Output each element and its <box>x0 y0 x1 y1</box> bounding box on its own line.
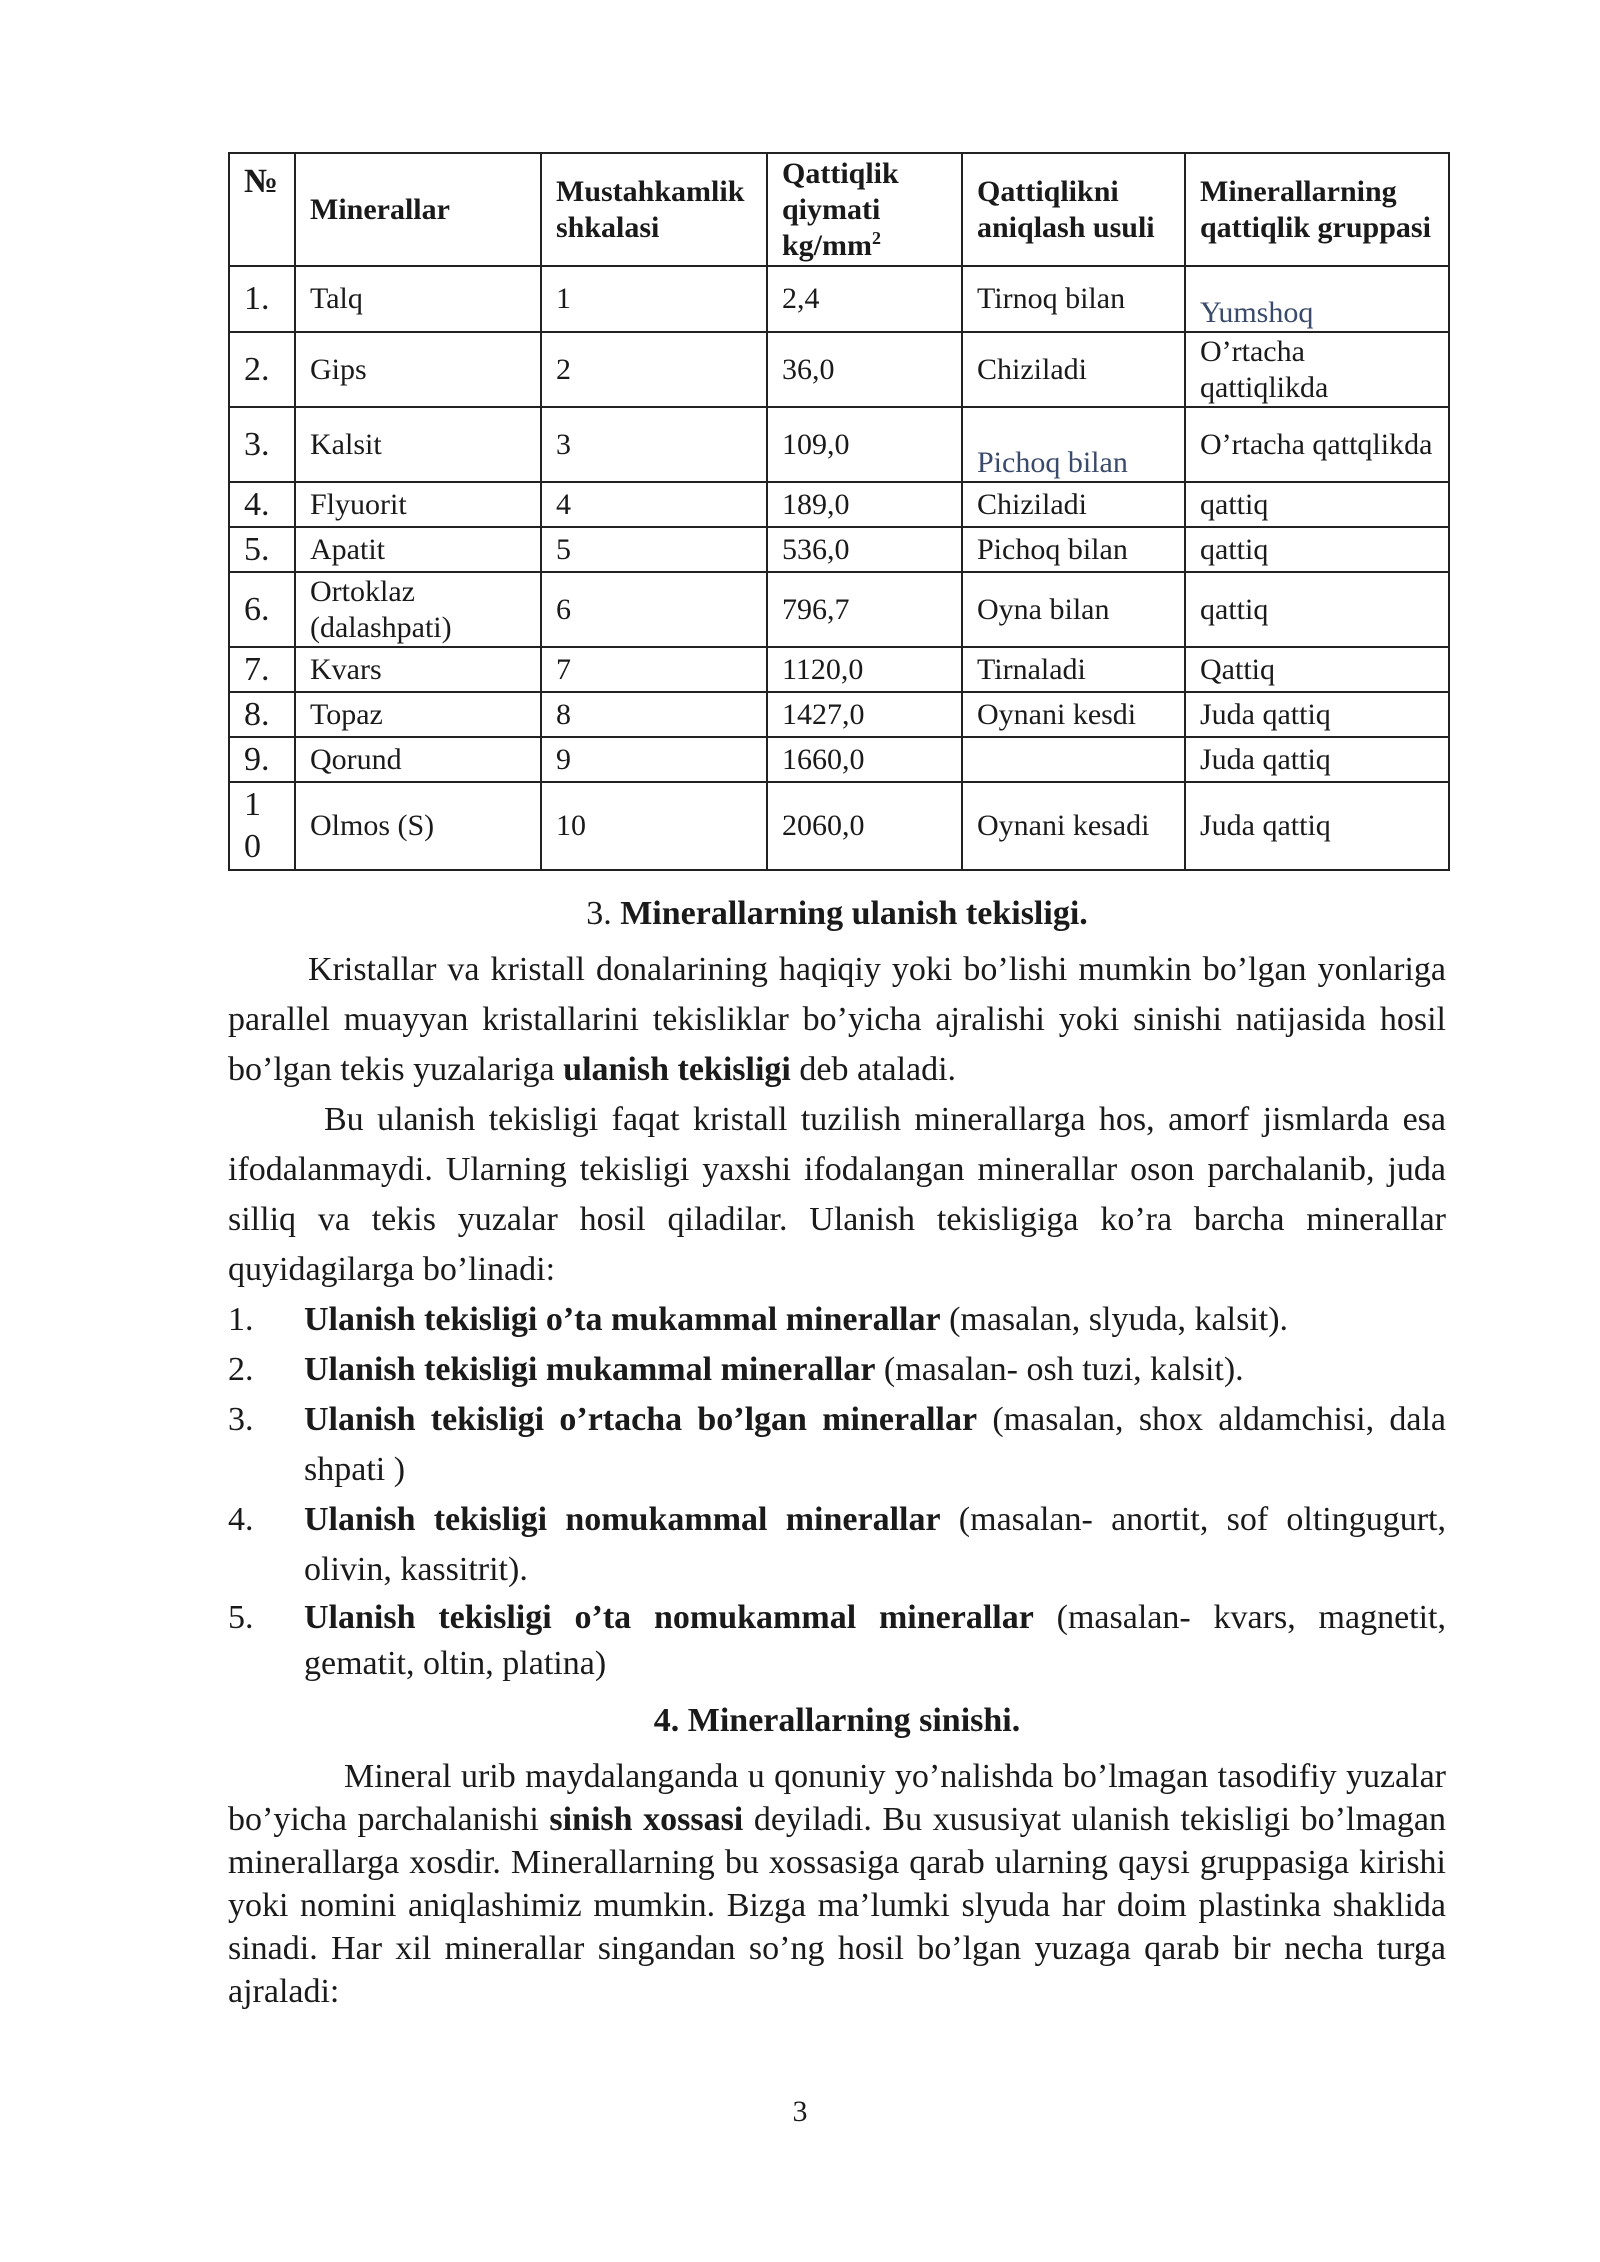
header-mineral: Minerallar <box>295 153 541 266</box>
list-item <box>228 1345 1446 1395</box>
list-item-examples: (masalan- anortit, sof oltingugurt, olivin, kassitrit). <box>304 1501 1446 1588</box>
cell-group: Juda qattiq <box>1185 737 1449 782</box>
cell-method: Oyna bilan <box>962 572 1185 647</box>
header-method: Qattiqlikni aniqlash usuli <box>962 153 1185 266</box>
table-row <box>229 737 1449 782</box>
list-item-term: Ulanish tekisligi o’ta mukammal minerallar <box>304 1301 941 1338</box>
cell-scale: 4 <box>541 482 767 527</box>
cell-method: Oynani kesadi <box>962 782 1185 870</box>
cell-number: 10 <box>229 782 295 870</box>
cell-number: 4. <box>229 482 295 527</box>
list-item-examples: (masalan, slyuda, kalsit). <box>940 1301 1289 1338</box>
cell-number: 3. <box>229 407 295 482</box>
cell-scale: 7 <box>541 647 767 692</box>
table-row <box>229 332 1449 407</box>
header-hardness <box>767 153 962 266</box>
cell-group: Juda qattiq <box>1185 782 1449 870</box>
cell-method: Oynani kesdi <box>962 692 1185 737</box>
table-row <box>229 482 1449 527</box>
cell-method: Pichoq bilan <box>962 407 1185 482</box>
list-item <box>228 1295 1446 1345</box>
cell-scale: 6 <box>541 572 767 647</box>
cell-group: O’rtacha qattiqlikda <box>1185 332 1449 407</box>
cell-mineral: Qorund <box>295 737 541 782</box>
cell-number: 9. <box>229 737 295 782</box>
cell-mineral: Olmos (S) <box>295 782 541 870</box>
cell-group: Qattiq <box>1185 647 1449 692</box>
document-page <box>228 152 1446 2013</box>
list-item-number: 2. <box>228 1351 254 1388</box>
list-item-number: 1. <box>228 1301 254 1338</box>
cell-group: O’rtacha qattqlikda <box>1185 407 1449 482</box>
term-ulanish-tekisligi: ulanish tekisligi <box>563 1051 791 1088</box>
cell-hardness: 1120,0 <box>767 647 962 692</box>
cell-number: 2. <box>229 332 295 407</box>
section-3-title <box>228 889 1446 939</box>
list-item-term: Ulanish tekisligi o’rtacha bo’lgan minerallar <box>304 1401 978 1438</box>
cell-hardness: 1660,0 <box>767 737 962 782</box>
table-row <box>229 782 1449 870</box>
cell-mineral: Ortoklaz (dalashpati) <box>295 572 541 647</box>
cleavage-types-list <box>228 1295 1446 1687</box>
list-item-number: 4. <box>228 1501 254 1538</box>
list-item-number: 3. <box>228 1401 254 1438</box>
term-sinish-xossasi: sinish xossasi <box>549 1801 744 1838</box>
cell-method: Chiziladi <box>962 332 1185 407</box>
cell-scale: 2 <box>541 332 767 407</box>
cell-method: Tirnoq bilan <box>962 266 1185 332</box>
table-header-row <box>229 153 1449 266</box>
list-item-term: Ulanish tekisligi mukammal minerallar <box>304 1351 876 1388</box>
header-scale: Mustahkamlik shkalasi <box>541 153 767 266</box>
cell-scale: 5 <box>541 527 767 572</box>
table-row <box>229 527 1449 572</box>
header-number: № <box>229 153 295 266</box>
table-row <box>229 692 1449 737</box>
cell-group: Juda qattiq <box>1185 692 1449 737</box>
list-item-number: 5. <box>228 1599 254 1636</box>
header-hardness-superscript: 2 <box>872 227 881 248</box>
cell-hardness: 796,7 <box>767 572 962 647</box>
cell-scale: 8 <box>541 692 767 737</box>
cell-scale: 10 <box>541 782 767 870</box>
cell-number: 6. <box>229 572 295 647</box>
list-item-examples: (masalan- osh tuzi, kalsit). <box>875 1351 1244 1388</box>
list-item-examples: (masalan- kvars, magnetit, gematit, oltin, platina) <box>304 1599 1446 1682</box>
section-4-title <box>228 1693 1446 1749</box>
cell-method <box>962 737 1185 782</box>
list-item-term: Ulanish tekisligi o’ta nomukammal minerallar <box>304 1599 1034 1636</box>
cell-hardness: 536,0 <box>767 527 962 572</box>
section-4-paragraph <box>228 1755 1446 2013</box>
cell-hardness: 189,0 <box>767 482 962 527</box>
cell-hardness: 109,0 <box>767 407 962 482</box>
header-hardness-label: Qattiqlik qiymati kg/mm <box>782 156 899 262</box>
cell-hardness: 1427,0 <box>767 692 962 737</box>
cell-mineral: Kvars <box>295 647 541 692</box>
cell-number: 1. <box>229 266 295 332</box>
cell-group: qattiq <box>1185 527 1449 572</box>
cell-group: qattiq <box>1185 482 1449 527</box>
list-item <box>228 1395 1446 1495</box>
table-row <box>229 647 1449 692</box>
list-item <box>228 1595 1446 1687</box>
cell-mineral: Flyuorit <box>295 482 541 527</box>
cell-scale: 9 <box>541 737 767 782</box>
paragraph-text: Mineral urib maydalanganda u qonuniy yo’nalishda bo’lmagan tasodifiy yuzalar bo’yicha parchalanishi <box>228 1758 1446 1838</box>
list-item <box>228 1495 1446 1595</box>
table-row <box>229 572 1449 647</box>
cell-method: Pichoq bilan <box>962 527 1185 572</box>
paragraph-text: deyiladi. Bu xususiyat ulanish tekisligi bo’lmagan minerallarga xosdir. Minerallarning bu xossasiga qarab ularning qaysi gruppasiga kirishi yoki nomini aniqlashimiz mumkin. Bizga ma’lumki slyuda har doim plastinka shaklida sinadi. Har xil minerallar singandan so’ng hosil bo’lgan yuzaga qarab bir necha turga ajraladi: <box>228 1801 1446 2010</box>
cell-group: Yumshoq <box>1185 266 1449 332</box>
cell-scale: 3 <box>541 407 767 482</box>
cell-mineral: Apatit <box>295 527 541 572</box>
section-4-title-text: 4. Minerallarning sinishi. <box>653 1702 1021 1739</box>
cell-hardness: 36,0 <box>767 332 962 407</box>
cell-group: qattiq <box>1185 572 1449 647</box>
cell-hardness: 2060,0 <box>767 782 962 870</box>
table-row <box>229 407 1449 482</box>
minerals-hardness-table <box>228 152 1450 871</box>
paragraph-text: deb ataladi. <box>790 1051 957 1088</box>
section-3-paragraph-1 <box>228 945 1446 1095</box>
section-3-title-text: Minerallarning ulanish tekisligi. <box>620 895 1088 932</box>
cell-number: 8. <box>229 692 295 737</box>
list-item-term: Ulanish tekisligi nomukammal minerallar <box>304 1501 941 1538</box>
section-3-number: 3. <box>586 895 612 932</box>
cell-number: 5. <box>229 527 295 572</box>
cell-mineral: Topaz <box>295 692 541 737</box>
paragraph-text: Kristallar va kristall donalarining haqiqiy yoki bo’lishi mumkin bo’lgan yonlariga parallel muayyan kristallarini tekisliklar bo’yicha ajralishi yoki sinishi natijasida hosil bo’lgan tekis yuzalariga <box>228 951 1446 1088</box>
cell-hardness: 2,4 <box>767 266 962 332</box>
cell-mineral: Talq <box>295 266 541 332</box>
list-item-examples: (masalan, shox aldamchisi, dala shpati ) <box>304 1401 1446 1488</box>
cell-number: 7. <box>229 647 295 692</box>
cell-mineral: Kalsit <box>295 407 541 482</box>
cell-method: Chiziladi <box>962 482 1185 527</box>
cell-mineral: Gips <box>295 332 541 407</box>
page-number: 3 <box>792 2095 808 2128</box>
header-group: Minerallarning qattiqlik gruppasi <box>1185 153 1449 266</box>
section-3-paragraph-2: Bu ulanish tekisligi faqat kristall tuzilish minerallarga hos, amorf jismlarda esa ifodalanmaydi. Ularning tekisligi yaxshi ifodalangan minerallar oson parchalanib, juda silliq va tekis yuzalar hosil qiladilar. Ulanish tekisligiga ko’ra barcha minerallar quyidagilarga bo’linadi: <box>228 1101 1446 1288</box>
table-row <box>229 266 1449 332</box>
cell-method: Tirnaladi <box>962 647 1185 692</box>
cell-scale: 1 <box>541 266 767 332</box>
